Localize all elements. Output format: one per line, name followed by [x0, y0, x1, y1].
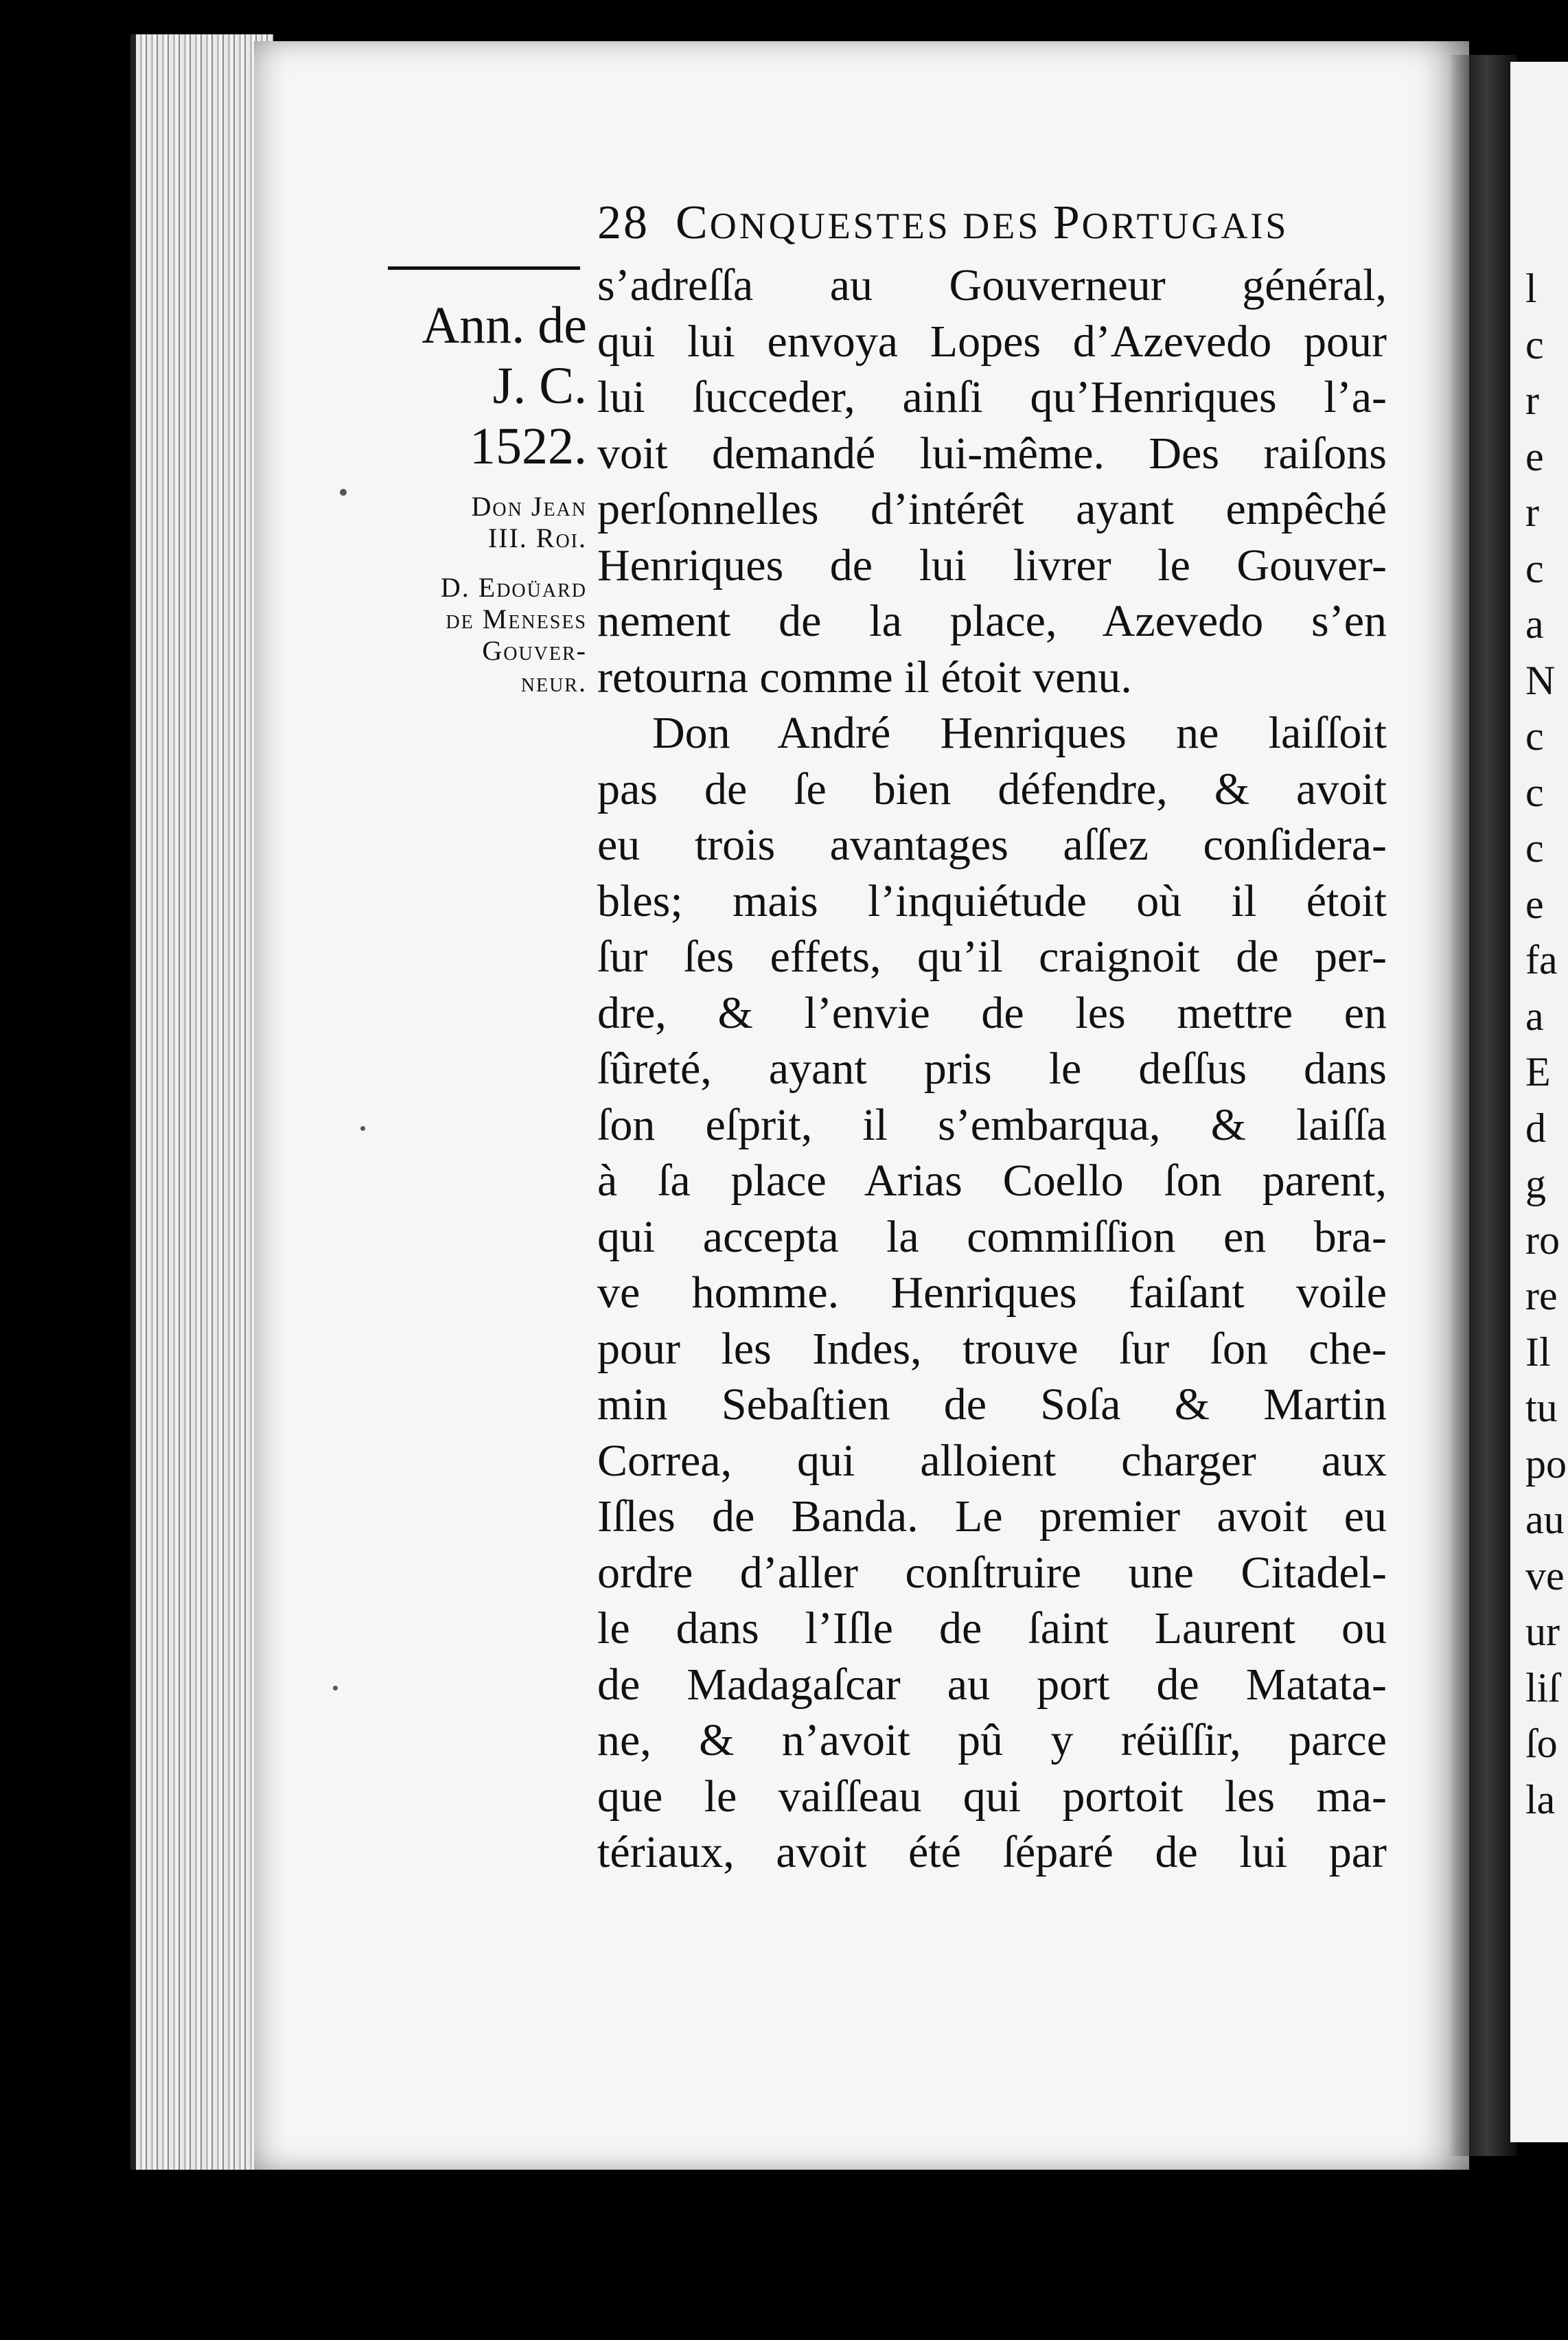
text-line: ſon eſprit, il s’embarqua, & laiſſa: [597, 1099, 1387, 1150]
margin-governor-line: de Meneses: [446, 604, 587, 634]
page-number: 28: [597, 196, 649, 249]
margin-reign-line: Don Jean: [471, 491, 587, 522]
neighbor-letter: c: [1525, 545, 1544, 591]
text-line: le dans l’Iſle de ſaint Laurent ou: [597, 1603, 1387, 1653]
neighbor-letter: po: [1525, 1441, 1567, 1487]
margin-year-line: Ann. de: [422, 297, 587, 354]
text-line: Henriques de lui livrer le Gouver-: [597, 540, 1387, 590]
book-spine-edge: [130, 34, 273, 2170]
text-line: tériaux, avoit été ſéparé de lui par: [597, 1827, 1387, 1877]
neighbor-letter: liſ: [1525, 1664, 1560, 1710]
text-line: qui lui envoya Lopes d’Azevedo pour: [597, 316, 1387, 367]
text-line: que le vaiſſeau qui portoit les ma-: [597, 1771, 1387, 1822]
neighbor-letter: r: [1525, 490, 1539, 535]
title-initial-c: C: [676, 196, 710, 249]
margin-governor-line: neur.: [520, 667, 587, 698]
title-part-ortugais: ORTUGAIS: [1081, 205, 1289, 246]
text-line: min Sebaſtien de Soſa & Martin: [597, 1379, 1387, 1430]
neighbor-letter: l: [1525, 266, 1537, 311]
page-gutter-shadow: [1449, 55, 1517, 2156]
text-line: pour les Indes, trouve ſur ſon che-: [597, 1323, 1387, 1374]
text-line: perſonnelles d’intérêt ayant empêché: [597, 484, 1387, 534]
neighbor-letter: a: [1525, 601, 1544, 647]
neighbor-letter: la: [1525, 1776, 1556, 1822]
text-line: voit demandé lui-même. Des raiſons: [597, 428, 1387, 479]
text-line: ne, & n’avoit pû y réüſſir, parce: [597, 1715, 1387, 1765]
title-initial-p: P: [1052, 196, 1082, 249]
margin-governor-line: D. Edoüard: [440, 572, 587, 603]
text-line: s’adreſſa au Gouverneur général,: [597, 260, 1387, 310]
text-line: Don André Henriques ne laiſſoit: [652, 708, 1387, 758]
margin-year-line: 1522.: [470, 417, 587, 475]
text-line: ve homme. Henriques faiſant voile: [597, 1268, 1387, 1318]
text-line: ſûreté, ayant pris le deſſus dans: [597, 1044, 1387, 1094]
neighbor-letter: fa: [1525, 937, 1558, 983]
text-line: nement de la place, Azevedo s’en: [597, 596, 1387, 646]
neighbor-letter: c: [1525, 769, 1544, 815]
neighbor-letter: au: [1525, 1497, 1565, 1542]
neighbor-letter: c: [1525, 825, 1544, 871]
ink-speck: [333, 1686, 338, 1690]
margin-reign-line: III. Roi.: [487, 523, 587, 553]
ink-speck: [360, 1126, 365, 1131]
text-line: ordre d’aller conſtruire une Citadel-: [597, 1547, 1387, 1598]
text-line: ſur ſes effets, qu’il craignoit de per-: [597, 932, 1387, 982]
neighbor-letter: ro: [1525, 1217, 1560, 1263]
neighbor-letter: ſo: [1525, 1721, 1558, 1766]
neighbor-letter: g: [1525, 1161, 1546, 1206]
neighbor-letter: c: [1525, 321, 1544, 367]
ink-speck: [340, 489, 347, 496]
neighbor-letter: tu: [1525, 1385, 1558, 1430]
title-part-onquestes: ONQUESTES: [709, 205, 963, 246]
neighbor-letter: re: [1525, 1273, 1558, 1318]
text-line: eu trois avantages aſſez conſidera-: [597, 820, 1387, 870]
text-line: dre, & l’envie de les mettre en: [597, 987, 1387, 1038]
neighbor-letter: e: [1525, 433, 1544, 479]
text-line: pas de ſe bien défendre, & avoit: [597, 764, 1387, 814]
neighbor-letter: d: [1525, 1105, 1546, 1151]
text-line: bles; mais l’inquiétude où il étoit: [597, 875, 1387, 926]
text-line: lui ſucceder, ainſi qu’Henriques l’a-: [597, 372, 1387, 422]
neighbor-letter: N: [1525, 657, 1556, 703]
text-line: qui accepta la commiſſion en bra-: [597, 1211, 1387, 1262]
body-text: [597, 257, 1387, 1881]
neighbor-letter: e: [1525, 881, 1544, 927]
text-line: retourna comme il étoit venu.: [597, 652, 1132, 702]
neighbor-letter: ve: [1525, 1552, 1565, 1598]
margin-governor-line: Gouver-: [482, 635, 587, 666]
text-line: de Madagaſcar au port de Matata-: [597, 1659, 1387, 1710]
running-header: [597, 196, 1394, 251]
text-line: à ſa place Arias Coello ſon parent,: [597, 1156, 1387, 1206]
neighbor-letter: Il: [1525, 1329, 1551, 1375]
title-part-des: DES: [962, 205, 1053, 246]
margin-rule: [388, 266, 580, 270]
neighbor-letter: c: [1525, 713, 1544, 759]
neighbor-letter: E: [1525, 1049, 1551, 1094]
neighbor-letter: a: [1525, 993, 1544, 1039]
text-line: Iſles de Banda. Le premier avoit eu: [597, 1491, 1387, 1541]
neighbor-letter: ur: [1525, 1609, 1560, 1654]
neighbor-page-text: [1525, 261, 1568, 1828]
margin-note-year: [374, 295, 587, 477]
neighbor-letter: r: [1525, 378, 1539, 423]
margin-year-line: J. C.: [492, 357, 587, 415]
text-line: Correa, qui alloient charger aux: [597, 1435, 1387, 1486]
margin-note-reign: [374, 491, 587, 698]
